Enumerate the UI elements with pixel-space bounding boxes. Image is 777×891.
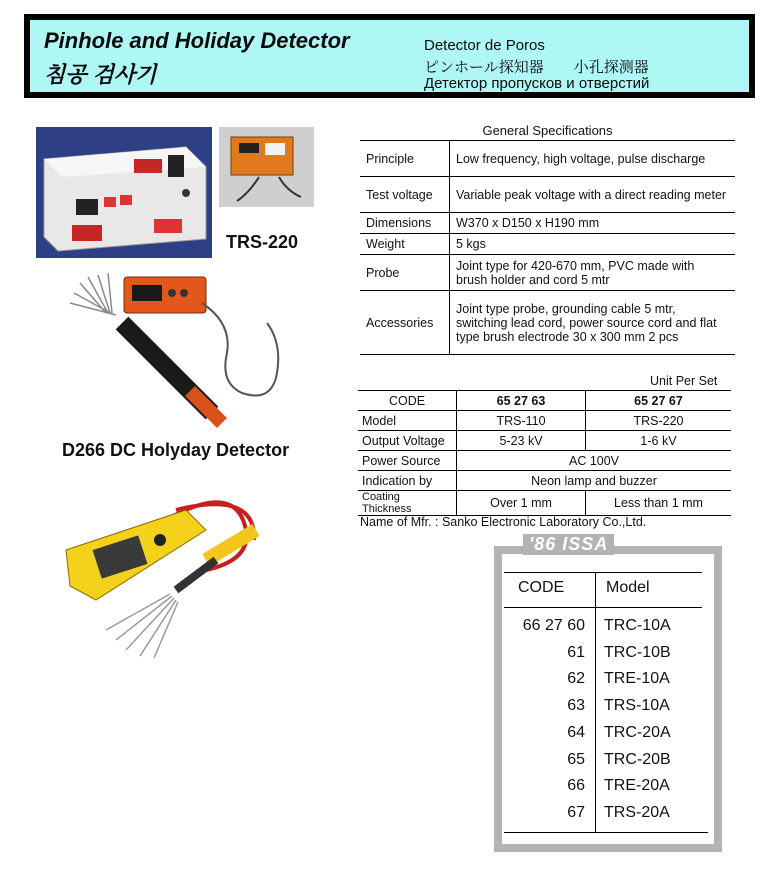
issa-code-cell: 65 bbox=[567, 750, 585, 768]
spec-table-title: General Specifications bbox=[482, 123, 613, 138]
spec-value: Low frequency, high voltage, pulse discharge bbox=[450, 141, 736, 177]
spec-value: Joint type probe, grounding cable 5 mtr, switching lead cord, power source cord and flat type brush electrode 30 x 300 mm 2 pcs bbox=[450, 291, 736, 355]
code-value: 65 27 67 bbox=[586, 391, 732, 411]
table-row bbox=[358, 391, 731, 411]
trs220-caption: TRS-220 bbox=[226, 232, 299, 252]
table-cell: TRS-110 bbox=[457, 411, 586, 431]
table-cell: 5-23 kV bbox=[457, 431, 586, 451]
header-panel bbox=[30, 20, 749, 92]
table-row bbox=[360, 291, 735, 355]
issa-model-cell: TRE-20A bbox=[604, 777, 670, 795]
unit-label: Unit Per Set bbox=[650, 374, 718, 388]
issa-model-cell: TRS-20A bbox=[604, 803, 670, 821]
table-row bbox=[360, 255, 735, 291]
subtitle-spanish: Detector de Poros bbox=[424, 37, 545, 54]
row-label: Output Voltage bbox=[358, 431, 457, 451]
spec-key: Accessories bbox=[360, 291, 450, 355]
spec-table bbox=[360, 140, 735, 355]
issa-code-header: CODE bbox=[518, 579, 565, 596]
spec-key: Principle bbox=[360, 141, 450, 177]
subtitle-russian: Детектор пропусков и отверстий bbox=[424, 75, 650, 92]
yellow-detector-photo bbox=[56, 490, 261, 662]
subtitle-japanese: ピンホール探知器 小孔探测器 bbox=[424, 59, 649, 76]
issa-code-cell: 63 bbox=[567, 697, 585, 715]
table-row bbox=[358, 451, 731, 471]
table-row bbox=[360, 141, 735, 177]
table-cell: Less than 1 mm bbox=[586, 491, 732, 516]
issa-model-header: Model bbox=[606, 579, 650, 596]
row-label: Coating Thickness bbox=[358, 491, 457, 516]
issa-tag: '86 ISSA bbox=[523, 534, 614, 555]
table-row bbox=[360, 234, 735, 255]
spec-key: Probe bbox=[360, 255, 450, 291]
spec-value: Joint type for 420-670 mm, PVC made with brush holder and cord 5 mtr bbox=[450, 255, 736, 291]
table-cell: TRS-220 bbox=[586, 411, 732, 431]
spec-key: Dimensions bbox=[360, 213, 450, 234]
table-row bbox=[358, 411, 731, 431]
issa-code-cell: 62 bbox=[567, 670, 585, 688]
issa-model-cell: TRC-10B bbox=[604, 643, 671, 661]
issa-code-cell: 61 bbox=[567, 643, 585, 661]
issa-rule bbox=[504, 607, 702, 608]
row-label: Model bbox=[358, 411, 457, 431]
d266-caption: D266 DC Holyday Detector bbox=[62, 440, 290, 460]
spec-key: Weight bbox=[360, 234, 450, 255]
trs220-device-photo bbox=[219, 127, 314, 207]
table-cell: 1-6 kV bbox=[586, 431, 732, 451]
issa-rule bbox=[504, 832, 708, 833]
table-cell: AC 100V bbox=[457, 451, 732, 471]
issa-model-cell: TRC-10A bbox=[604, 617, 671, 634]
table-row bbox=[360, 177, 735, 213]
spec-key: Test voltage bbox=[360, 177, 450, 213]
trs-large-device-photo bbox=[36, 127, 212, 258]
header-banner bbox=[24, 14, 755, 98]
spec-value: 5 kgs bbox=[450, 234, 736, 255]
issa-divider bbox=[595, 572, 596, 832]
table-row bbox=[358, 471, 731, 491]
issa-model-cell: TRE-10A bbox=[604, 670, 670, 688]
table-row bbox=[360, 213, 735, 234]
table-row bbox=[358, 491, 731, 516]
code-value: 65 27 63 bbox=[457, 391, 586, 411]
issa-model-cell: TRS-10A bbox=[604, 697, 670, 715]
issa-code-cell: 66 27 60 bbox=[522, 617, 585, 634]
spec-value: Variable peak voltage with a direct reading meter bbox=[450, 177, 736, 213]
page-title-korean: 침공 검사기 bbox=[44, 62, 157, 87]
code-label: CODE bbox=[358, 391, 457, 411]
d266-device-photo bbox=[62, 263, 290, 435]
row-label: Power Source bbox=[358, 451, 457, 471]
manufacturer-note: Name of Mfr. : Sanko Electronic Laboratory Co.,Ltd. bbox=[360, 515, 647, 529]
code-table bbox=[358, 390, 731, 516]
issa-model-cell: TRC-20A bbox=[604, 723, 671, 741]
page-title: Pinhole and Holiday Detector bbox=[44, 28, 350, 53]
issa-rule bbox=[504, 572, 702, 573]
table-row bbox=[358, 431, 731, 451]
issa-model-cell: TRC-20B bbox=[604, 750, 671, 768]
table-cell: Neon lamp and buzzer bbox=[457, 471, 732, 491]
spec-value: W370 x D150 x H190 mm bbox=[450, 213, 736, 234]
issa-code-cell: 64 bbox=[567, 723, 585, 741]
table-cell: Over 1 mm bbox=[457, 491, 586, 516]
issa-code-cell: 66 bbox=[567, 777, 585, 795]
issa-code-cell: 67 bbox=[567, 803, 585, 821]
row-label: Indication by bbox=[358, 471, 457, 491]
